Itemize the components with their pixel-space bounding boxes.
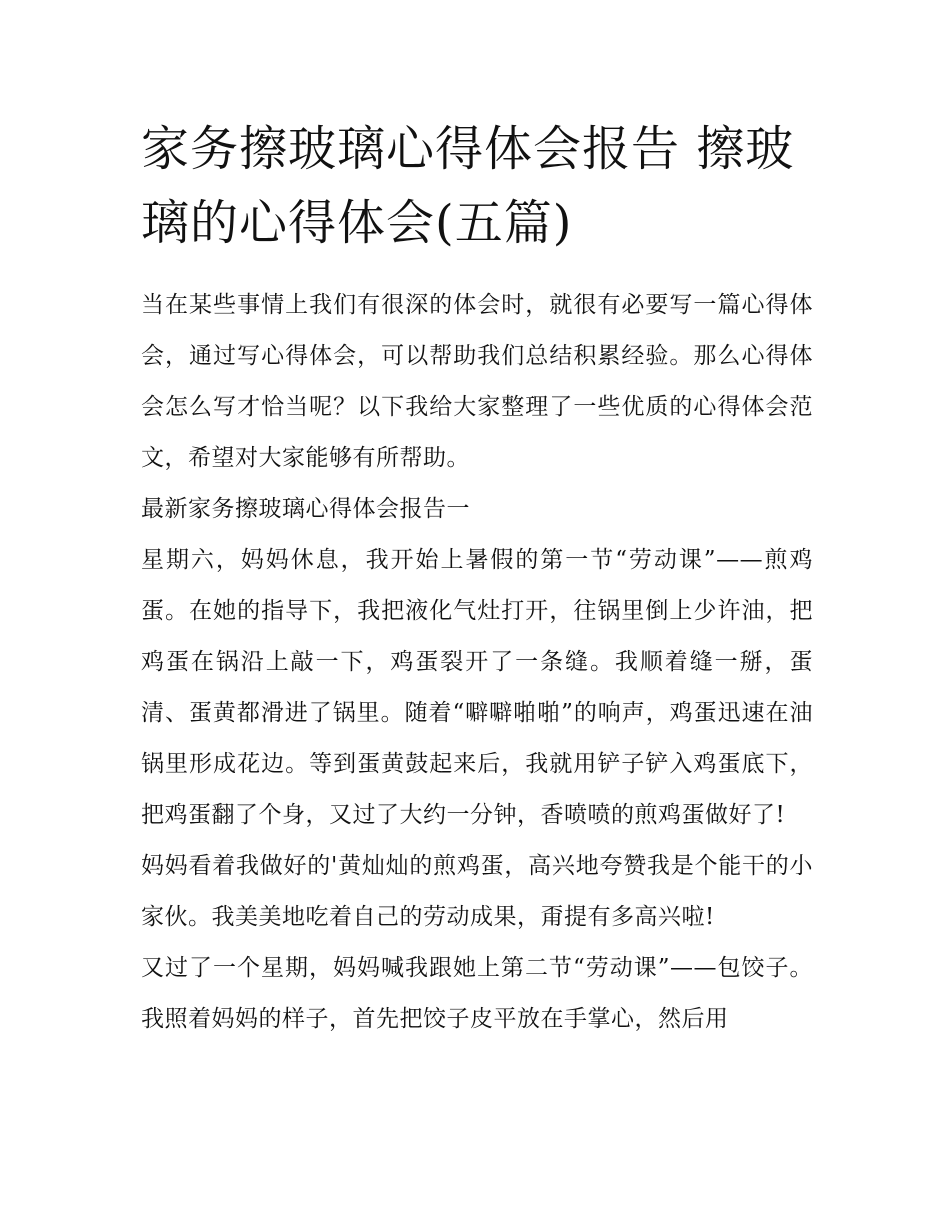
document-title: 家务擦玻璃心得体会报告 擦玻璃的心得体会(五篇) (141, 121, 795, 251)
document-content (141, 112, 813, 1045)
body-paragraph-1: 星期六，妈妈休息，我开始上暑假的第一节“劳动课”——煎鸡蛋。在她的指导下，我把液化气灶打开，往锅里倒上少许油，把鸡蛋在锅沿上敲一下，鸡蛋裂开了一条缝。我顺着缝一掰，蛋清、蛋黄都滑进了锅里。随着“噼噼啪啪”的响声，鸡蛋迅速在油锅里形成花边。等到蛋黄鼓起来后，我就用铲子铲入鸡蛋底下，把鸡蛋翻了个身，又过了大约一分钟，香喷喷的煎鸡蛋做好了! (141, 547, 813, 828)
body-paragraph-2: 妈妈看着我做好的'黄灿灿的煎鸡蛋，高兴地夸赞我是个能干的小家伙。我美美地吃着自己的劳动成果，甭提有多高兴啦! (141, 853, 813, 930)
intro-paragraph: 当在某些事情上我们有很深的体会时，就很有必要写一篇心得体会，通过写心得体会，可以帮助我们总结积累经验。那么心得体会怎么写才恰当呢？以下我给大家整理了一些优质的心得体会范文，希望对大家能够有所帮助。 (141, 292, 813, 471)
body-paragraph-3: 又过了一个星期，妈妈喊我跟她上第二节“劳动课”——包饺子。我照着妈妈的样子，首先把饺子皮平放在手掌心，然后用 (141, 955, 813, 1032)
section-heading: 最新家务擦玻璃心得体会报告一 (141, 496, 470, 522)
